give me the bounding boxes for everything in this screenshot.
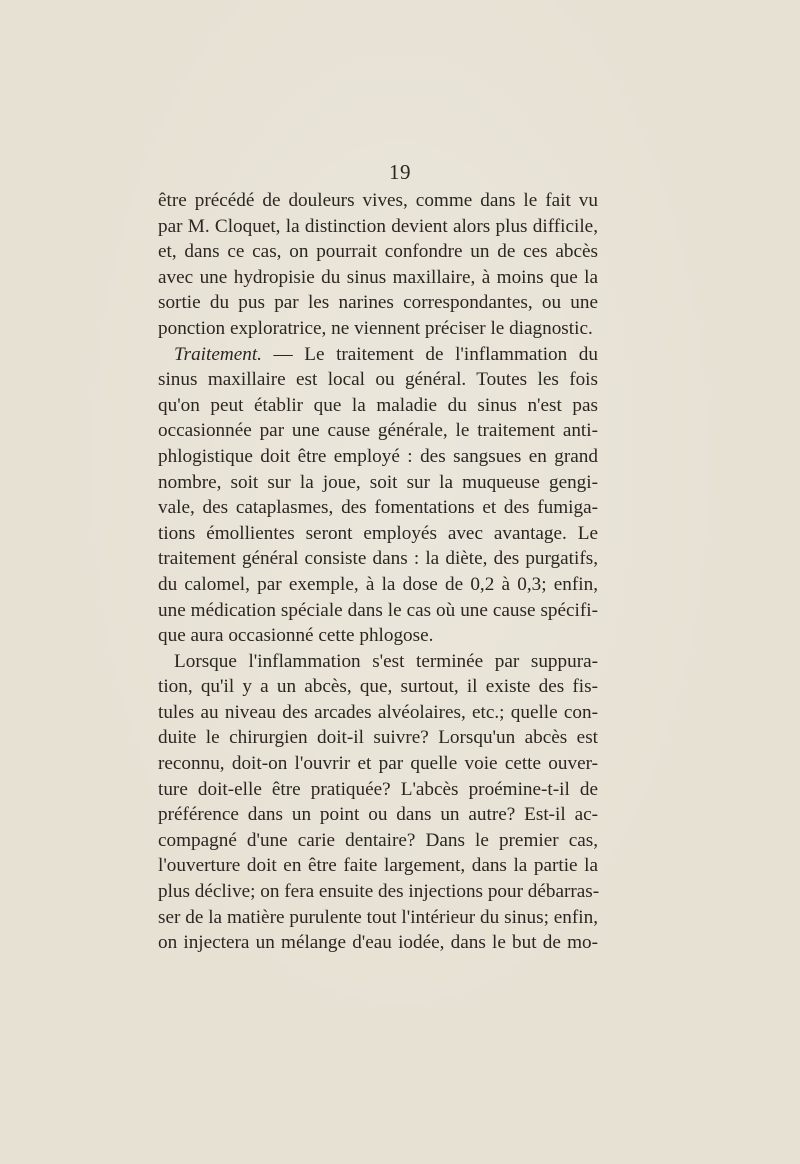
text-line: occasionnée par une cause générale, le traitement anti- xyxy=(158,420,598,442)
text-line: tion, qu'il y a un abcès, que, surtout, il existe des fis- xyxy=(158,676,598,698)
text-line: du calomel, par exemple, à la dose de 0,2 à 0,3; enfin, xyxy=(158,573,598,595)
text-line: Lorsque l'inflammation s'est terminée par suppura- xyxy=(174,650,598,672)
section-heading: Traitement. xyxy=(174,343,262,365)
text-line: préférence dans un point ou dans un autre? Est-il ac- xyxy=(158,804,598,826)
text-line: être précédé de douleurs vives, comme dans le fait vu xyxy=(158,190,598,211)
text-line: vale, des cataplasmes, des fomentations et des fumiga- xyxy=(158,497,598,519)
text-line: traitement général consiste dans : la diète, des purgatifs, xyxy=(158,548,598,570)
text-line: phlogistique doit être employé : des sangsues en grand xyxy=(158,445,598,467)
text-line: et, dans ce cas, on pourrait confondre un de ces abcès xyxy=(158,241,598,263)
text-line: tules au niveau des arcades alvéolaires, etc.; quelle con- xyxy=(158,701,598,723)
text-line: reconnu, doit-on l'ouvrir et par quelle voie cette ouver- xyxy=(158,753,598,775)
text-line: on injectera un mélange d'eau iodée, dans le but de mo- xyxy=(158,932,598,954)
text-line xyxy=(158,342,598,368)
text-line-rest: — Le traitement de l'inflammation du xyxy=(261,343,598,365)
text-line: ture doit-elle être pratiquée? L'abcès proémine-t-il de xyxy=(158,778,598,800)
text-line: qu'on peut établir que la maladie du sinus n'est pas xyxy=(158,394,598,416)
text-line: avec une hydropisie du sinus maxillaire, à moins que la xyxy=(158,266,598,288)
text-line: duite le chirurgien doit-il suivre? Lorsqu'un abcès est xyxy=(158,727,598,749)
text-line: une médication spéciale dans le cas où une cause spécifi- xyxy=(158,599,598,621)
body-text xyxy=(158,188,598,956)
text-line: nombre, soit sur la joue, soit sur la muqueuse gengi- xyxy=(158,471,598,493)
text-line: plus déclive; on fera ensuite des injections pour débarras- xyxy=(158,881,600,903)
text-line: tions émollientes seront employés avec avantage. Le xyxy=(158,522,598,544)
text-line: ponction exploratrice, ne viennent préciser le diagnostic. xyxy=(158,317,593,339)
text-line: que aura occasionné cette phlogose. xyxy=(158,625,434,647)
text-line: sinus maxillaire est local ou général. Toutes les fois xyxy=(158,369,598,391)
text-line: ser de la matière purulente tout l'intérieur du sinus; enfin, xyxy=(158,906,598,928)
text-line: sortie du pus par les narines correspondantes, ou une xyxy=(158,292,598,314)
text-line: par M. Cloquet, la distinction devient alors plus difficile, xyxy=(158,215,598,237)
text-line: l'ouverture doit en être faite largement, dans la partie la xyxy=(158,855,598,877)
page-number: 19 xyxy=(389,160,411,184)
text-line: compagné d'une carie dentaire? Dans le premier cas, xyxy=(158,829,598,851)
